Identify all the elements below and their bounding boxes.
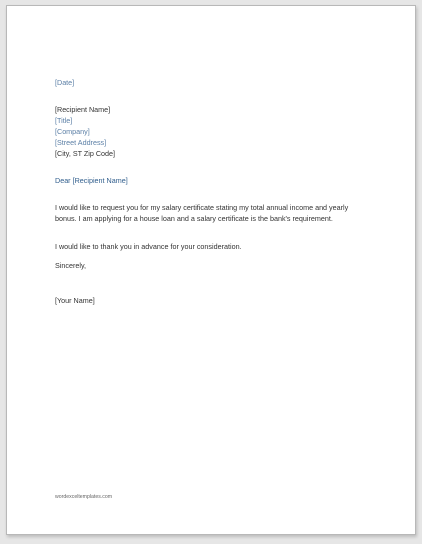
footer-website: wordexceltemplates.com xyxy=(55,494,113,500)
recipient-street: [Street Address] xyxy=(55,138,107,147)
recipient-name: [Recipient Name] xyxy=(55,105,111,114)
recipient-title: [Title] xyxy=(55,116,73,125)
recipient-company: [Company] xyxy=(55,127,90,136)
recipient-city: [City, ST Zip Code] xyxy=(55,149,116,158)
closing: Sincerely, xyxy=(55,261,87,270)
salutation: Dear [Recipient Name] xyxy=(55,176,128,185)
body-paragraph-2: I would like to thank you in advance for your consideration. xyxy=(55,242,242,251)
document-page xyxy=(6,5,416,535)
body-paragraph-1: I would like to request you for my salary certificate stating my total annual income and yearly bonus. I am applying for a house loan and a salary certificate is the bank's requirement. xyxy=(55,203,349,223)
signature-name: [Your Name] xyxy=(55,296,95,305)
date-placeholder: [Date] xyxy=(55,78,75,87)
